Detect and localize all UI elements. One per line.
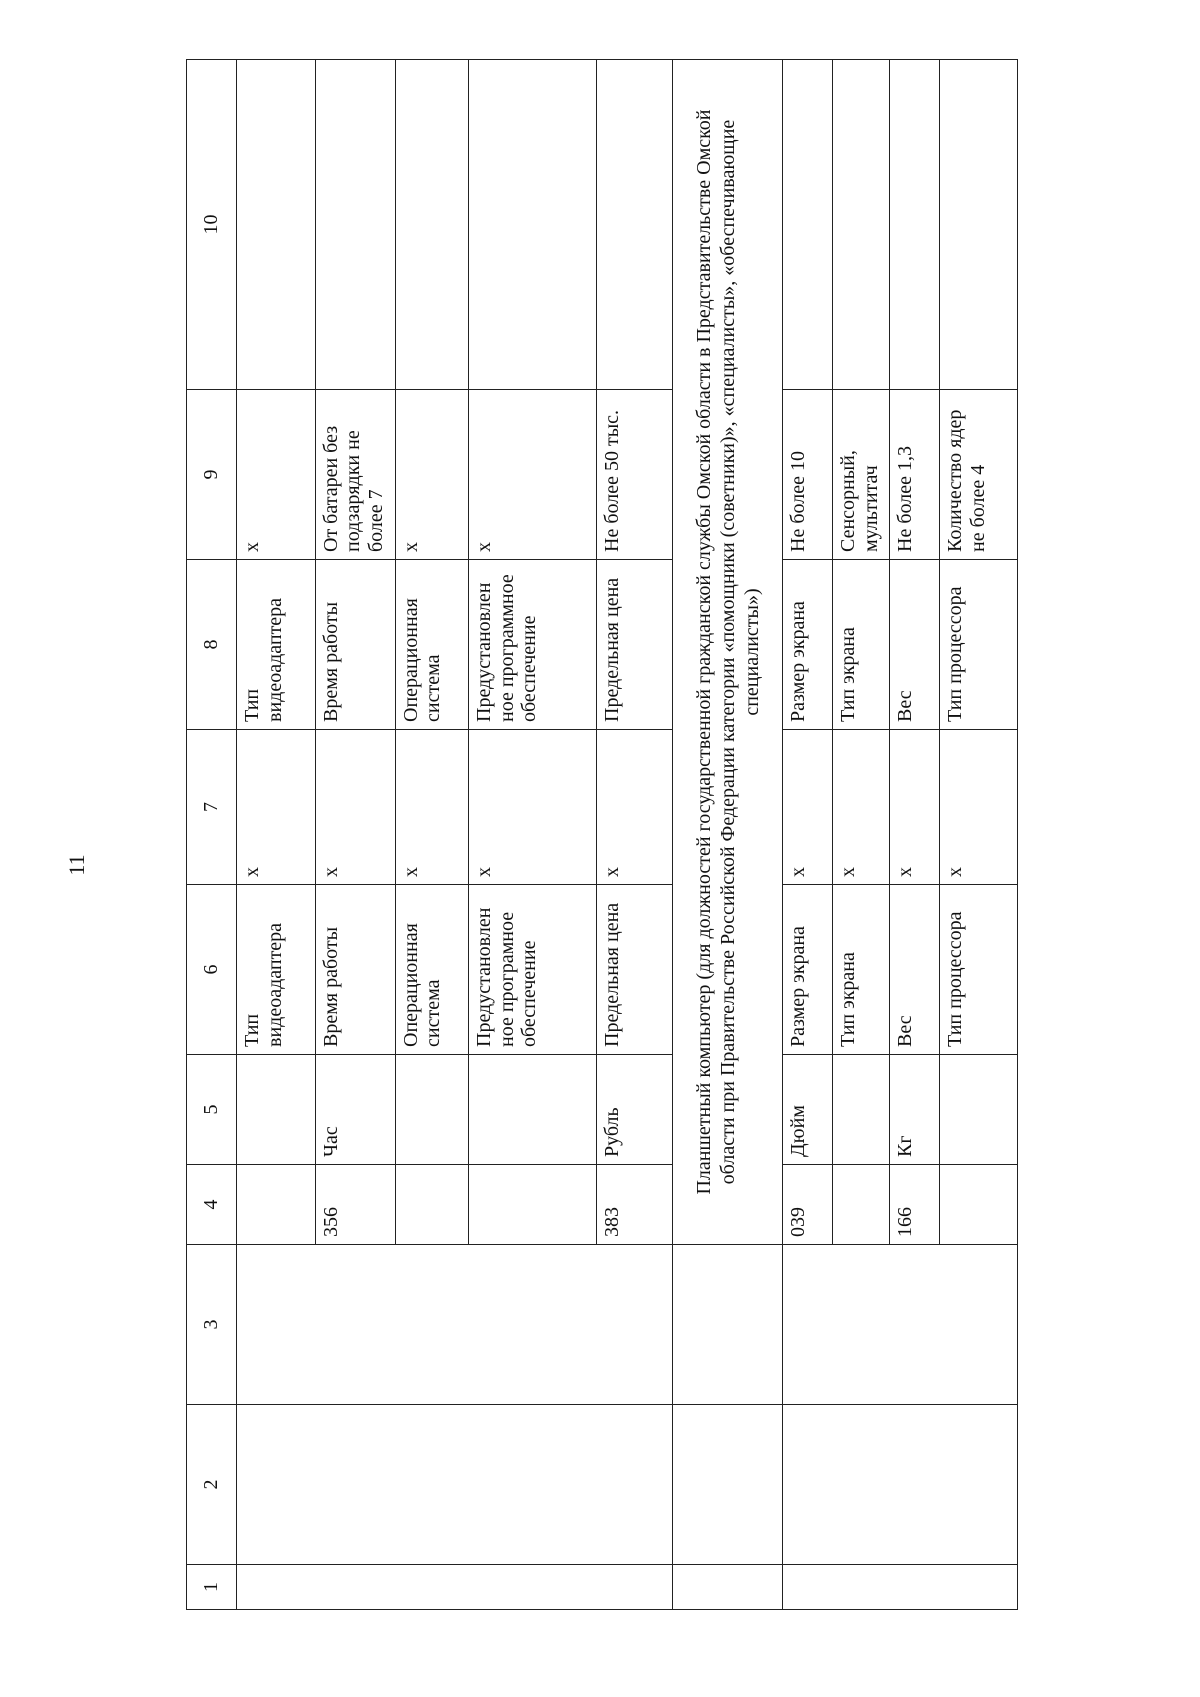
column-number: 1 <box>187 1565 237 1610</box>
characteristic-cell: Размер экрана <box>783 885 833 1055</box>
table-cell <box>237 1565 673 1610</box>
value-cell: Не более 10 <box>783 390 833 560</box>
column-number: 3 <box>187 1245 237 1405</box>
value-cell: x <box>237 730 316 885</box>
unit-cell <box>237 1055 316 1165</box>
table-cell <box>783 1405 1018 1565</box>
value-cell: Не более 1,3 <box>889 390 939 560</box>
characteristic-cell: Тип процессора <box>940 560 1018 730</box>
unit-cell <box>395 1055 468 1165</box>
unit-cell: Час <box>316 1055 396 1165</box>
characteristic-cell: Тип экрана <box>833 885 889 1055</box>
value-cell: x <box>395 730 468 885</box>
value-cell: Сенсорный, мультитач <box>833 390 889 560</box>
table-cell <box>783 60 833 390</box>
okei-code-cell: 356 <box>316 1165 396 1245</box>
characteristic-cell: Операционная система <box>395 560 468 730</box>
table-cell <box>889 60 939 390</box>
column-number: 6 <box>187 885 237 1055</box>
table-cell <box>833 60 889 390</box>
characteristic-cell: Предустановлен ное программное обеспечение <box>469 560 597 730</box>
characteristic-cell: Вес <box>889 885 939 1055</box>
table-cell <box>940 60 1018 390</box>
okei-code-cell: 166 <box>889 1165 939 1245</box>
value-cell: x <box>316 730 396 885</box>
characteristic-cell: Тип видеоадаптера <box>237 560 316 730</box>
value-cell: Не более 50 тыс. <box>597 390 673 560</box>
column-number: 2 <box>187 1405 237 1565</box>
page-number: 11 <box>64 854 89 876</box>
table-cell <box>237 60 316 390</box>
column-number: 4 <box>187 1165 237 1245</box>
column-number: 7 <box>187 730 237 885</box>
value-cell: x <box>395 390 468 560</box>
unit-cell: Рубль <box>597 1055 673 1165</box>
characteristic-cell: Операционная система <box>395 885 468 1055</box>
okei-code-cell: 039 <box>783 1165 833 1245</box>
okei-code-cell <box>395 1165 468 1245</box>
table-cell <box>672 1565 782 1610</box>
section-title: Планшетный компьютер (для должностей государственной гражданской службы Омской области в Представительстве Омской области при Правительстве Российской Федерации категории «помощники (советники)», «специалисты», «обеспечивающие специалисты») <box>672 60 782 1245</box>
table-cell <box>597 60 673 390</box>
table-cell <box>469 60 597 390</box>
table-cell <box>316 60 396 390</box>
column-number: 10 <box>187 60 237 390</box>
value-cell: x <box>833 730 889 885</box>
characteristic-cell: Вес <box>889 560 939 730</box>
characteristic-cell: Предельная цена <box>597 560 673 730</box>
table-cell <box>672 1245 782 1405</box>
column-number: 8 <box>187 560 237 730</box>
characteristic-cell: Тип видеоадаптера <box>237 885 316 1055</box>
value-cell: От батареи без подзарядки не более 7 <box>316 390 396 560</box>
value-cell: x <box>597 730 673 885</box>
okei-code-cell <box>833 1165 889 1245</box>
unit-cell <box>469 1055 597 1165</box>
okei-code-cell <box>940 1165 1018 1245</box>
okei-code-cell <box>237 1165 316 1245</box>
table-row <box>783 60 833 1610</box>
characteristic-cell: Время работы <box>316 560 396 730</box>
section-title-row <box>672 60 782 1610</box>
table-cell <box>783 1245 1018 1405</box>
value-cell: Количество ядер не более 4 <box>940 390 1018 560</box>
value-cell: x <box>469 730 597 885</box>
value-cell: x <box>469 390 597 560</box>
value-cell: x <box>783 730 833 885</box>
okei-code-cell: 383 <box>597 1165 673 1245</box>
specification-table <box>186 59 1018 1610</box>
table-cell <box>237 1405 673 1565</box>
unit-cell: Кг <box>889 1055 939 1165</box>
characteristic-cell: Предельная цена <box>597 885 673 1055</box>
characteristic-cell: Тип экрана <box>833 560 889 730</box>
column-number-row <box>187 60 237 1610</box>
unit-cell: Дюйм <box>783 1055 833 1165</box>
rotated-table-container <box>186 60 1018 1610</box>
characteristic-cell: Тип процессора <box>940 885 1018 1055</box>
characteristic-cell: Размер экрана <box>783 560 833 730</box>
okei-code-cell <box>469 1165 597 1245</box>
characteristic-cell: Время работы <box>316 885 396 1055</box>
column-number: 5 <box>187 1055 237 1165</box>
table-cell <box>783 1565 1018 1610</box>
column-number: 9 <box>187 390 237 560</box>
value-cell: x <box>237 390 316 560</box>
table-cell <box>237 1245 673 1405</box>
table-row <box>237 60 316 1610</box>
unit-cell <box>940 1055 1018 1165</box>
characteristic-cell: Предустановлен ное програмное обеспечение <box>469 885 597 1055</box>
value-cell: x <box>940 730 1018 885</box>
unit-cell <box>833 1055 889 1165</box>
table-cell <box>672 1405 782 1565</box>
value-cell: x <box>889 730 939 885</box>
table-cell <box>395 60 468 390</box>
